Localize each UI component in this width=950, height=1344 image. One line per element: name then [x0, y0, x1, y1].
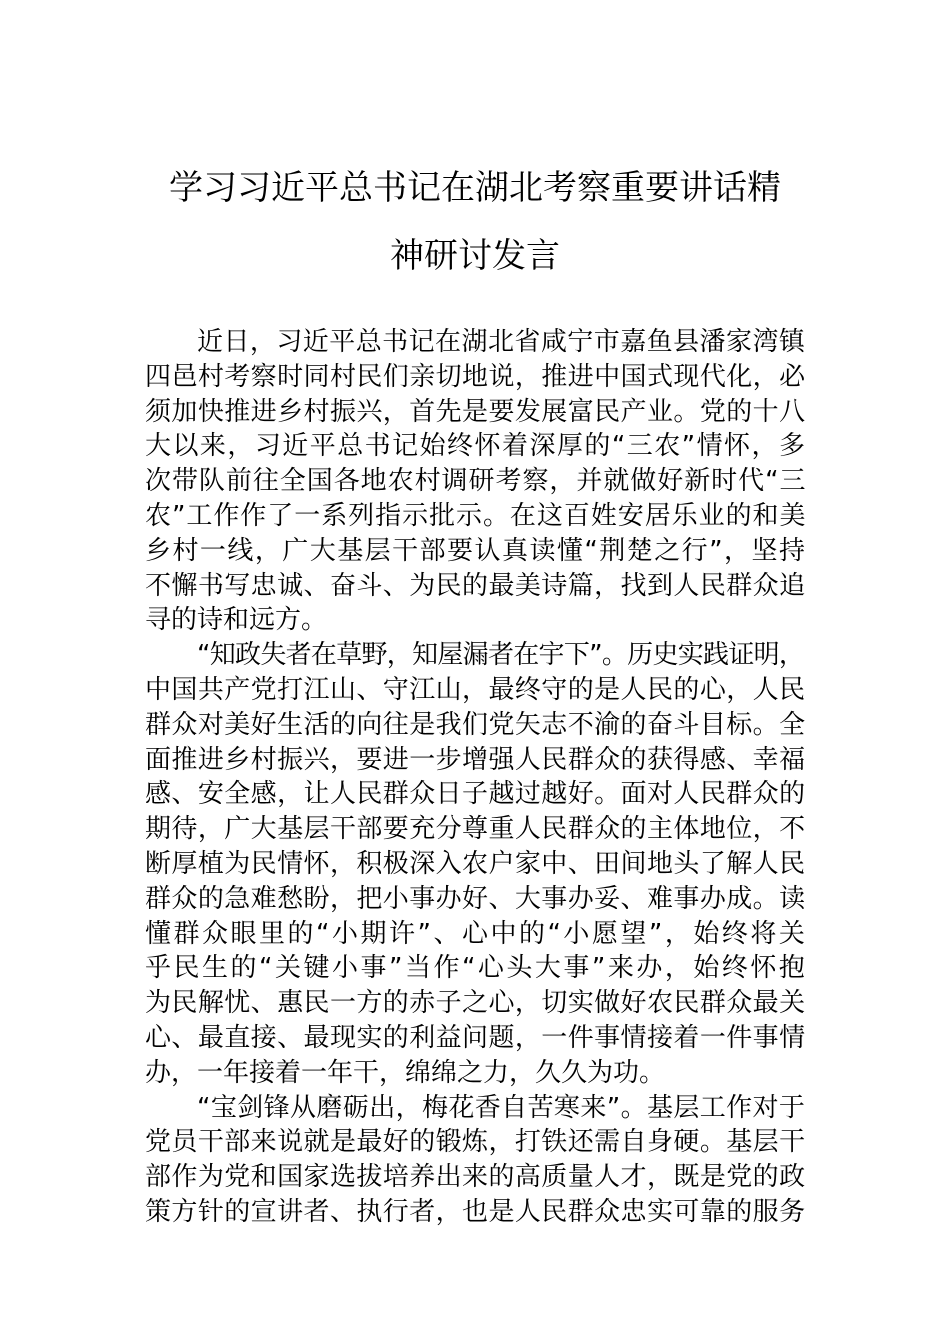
document-title-line-1: 学习习近平总书记在湖北考察重要讲话精 [169, 168, 781, 208]
body-line: 四邑村考察时同村民们亲切地说，推进中国式现代化，必 [145, 361, 806, 392]
body-line: 为民解忧、惠民一方的赤子之心，切实做好农民群众最关 [145, 988, 806, 1019]
body-line: “知政失者在草野，知屋漏者在宇下”。历史实践证明， [197, 640, 805, 671]
body-line: 次带队前往全国各地农村调研考察，并就做好新时代“三 [145, 466, 807, 497]
body-line: 感、安全感，让人民群众日子越过越好。面对人民群众的 [145, 779, 806, 810]
body-line: 乡村一线，广大基层干部要认真读懂“荆楚之行”，坚持 [145, 535, 807, 566]
body-line: 部作为党和国家选拔培养出来的高质量人才，既是党的政 [145, 1162, 806, 1193]
body-line: 近日，习近平总书记在湖北省咸宁市嘉鱼县潘家湾镇 [197, 327, 806, 357]
body-line: 乎民生的“关键小事”当作“心头大事”来办，始终怀抱 [145, 953, 808, 984]
body-line: 期待，广大基层干部要充分尊重人民群众的主体地位，不 [145, 814, 806, 845]
body-line: 懂群众眼里的“小期许”、心中的“小愿望”，始终将关 [145, 918, 808, 949]
body-line: “宝剑锋从磨砺出，梅花香自苦寒来”。基层工作对于 [197, 1092, 806, 1123]
body-line: 不懈书写忠诚、奋斗、为民的最美诗篇，找到人民群众追 [145, 570, 806, 601]
body-line: 面推进乡村振兴，要进一步增强人民群众的获得感、幸福 [145, 744, 806, 775]
body-line: 办，一年接着一年干，绵绵之力，久久为功。 [145, 1057, 666, 1088]
body-line: 寻的诗和远方。 [145, 605, 328, 636]
body-line: 大以来，习近平总书记始终怀着深厚的“三农”情怀，多 [145, 431, 807, 462]
document-title-line-2: 神研讨发言 [390, 236, 560, 276]
body-line: 群众的急难愁盼，把小事办好、大事办妥、难事办成。读 [145, 883, 806, 914]
body-line: 断厚植为民情怀，积极深入农户家中、田间地头了解人民 [145, 849, 806, 879]
body-line: 心、最直接、最现实的利益问题，一件事情接着一件事情 [145, 1023, 806, 1053]
body-line: 农”工作作了一系列指示批示。在这百姓安居乐业的和美 [145, 501, 807, 531]
body-line: 须加快推进乡村振兴，首先是要发展富民产业。党的十八 [145, 396, 806, 427]
body-line: 党员干部来说就是最好的锻炼，打铁还需自身硬。基层干 [145, 1127, 806, 1158]
body-line: 中国共产党打江山、守江山，最终守的是人民的心，人民 [145, 675, 806, 705]
body-line: 策方针的宣讲者、执行者，也是人民群众忠实可靠的服务 [145, 1197, 806, 1227]
body-line: 群众对美好生活的向往是我们党矢志不渝的奋斗目标。全 [145, 709, 806, 740]
